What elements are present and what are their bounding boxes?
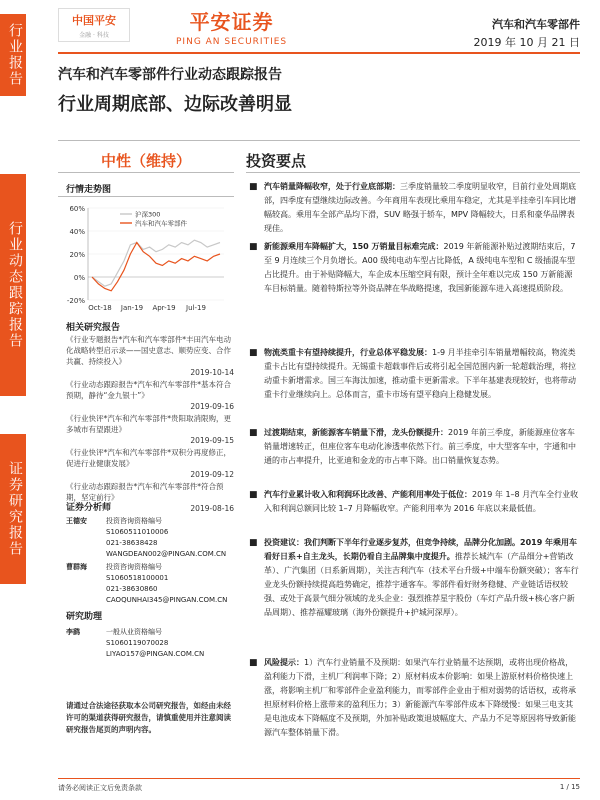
assistant-license: S1060119070028 [106, 639, 169, 647]
analysts [66, 516, 234, 662]
key-point-text: 1）汽车行业销量不及预期：如果汽车行业销量不达预期，或将出现价格战，盈利能力下滑，主机厂利润率下降；2）原材料成本价影响：如果上游原材料价格快速上涨，将影响主机厂和零部件企业盈利能力，而零部件企业由于相对弱势的话语权，或将承担原材料价格上涨带来的盈利压力；3）新能源汽车零部件成本下降缓慢：如果三电支其是电池成本下降幅度不及预期，外加补贴政策退坡幅度大、产品力不足等原因将导致新能源汽车整体销量下滑。 [264, 658, 576, 737]
side-tab-securities-research: 证券研究报告 [0, 434, 26, 584]
assistant-name: 李鹞 [66, 628, 80, 636]
related-item-date: 2019-09-12 [190, 470, 234, 479]
key-point-heading: 新能源乘用车降幅扩大，150 万销量目标难完成： [264, 242, 444, 251]
y-tick-label: -20% [66, 297, 85, 305]
x-tick-label: Jan-19 [120, 304, 144, 312]
brand-cn: 平安证券 [189, 10, 274, 34]
key-point-heading: 风险提示： [264, 658, 304, 667]
related-item[interactable] [66, 379, 234, 412]
legend-label: 汽车和汽车零部件 [135, 219, 187, 228]
main-title: 行业周期底部、边际改善明显 [58, 94, 292, 115]
rating: 中性（维持） [100, 152, 191, 170]
key-point [246, 240, 580, 296]
key-point-text: 2019 年前三季度，新能源座位客车销量增速转正，但座位客车电动化渗透率依然下行。前三季度，中大型客车中，宇通和中通的市占率提升，比亚迪和金龙的市占率下降。出口销量恢复态势。 [264, 428, 576, 465]
analyst-phone: 021-38638428 [106, 539, 158, 547]
related-item[interactable] [66, 447, 234, 480]
analyst-phone: 021-38630860 [106, 585, 158, 593]
key-point-heading: 物流类重卡有望持续提升，行业总体平稳发展： [264, 348, 432, 357]
x-tick-label: Apr-19 [152, 304, 176, 312]
disclaimer: 请通过合法途径获取本公司研究报告，如经由未经许可的渠道获得研究报告，请慎重使用并注意阅读研究报告尾页的声明内容。 [66, 701, 231, 734]
analyst-card [66, 562, 234, 606]
key-point-text: 推荐长城汽车（产品细分+营销改革）、广汽集团（日系新周期），关注吉利汽车（技术平台升级+中端车份额突破）；客车行业龙头份额持续提高趋势确定，推荐宇通客车。零部件看好财务稳健、产业链话语权较强、或处于高景气细分领域的龙头企业：强烈推荐星宇股份（车灯产品升级+核心客户新品周期）、推荐福耀玻璃（海外份额提升+护城河深厚）。 [264, 552, 579, 617]
assistant-qualification: 一般从业资格编号 [106, 628, 162, 636]
key-points-divider [246, 172, 580, 173]
related-item-date: 2019-10-14 [190, 368, 234, 377]
related-research-list [66, 334, 234, 515]
related-item-text: 《行业快评*汽车和汽车零部件*双积分再度修正，促进行业健康发展》 [66, 448, 231, 468]
related-item-text: 《行业专题报告*汽车和汽车零部件*丰田汽车电动化战略转型启示录——国史意志、顺势应变、合作共赢、持续投入》 [66, 335, 231, 366]
key-point-text: 2019 年 1–8 月汽车全行业收入和利润总额同比较 1–7 月降幅收窄。产能利用率为 2016 年底以来最低值。 [264, 490, 579, 513]
key-point [246, 656, 580, 740]
analyst-email[interactable]: CAOQUNHAI345@PINGAN.COM.CN [106, 596, 228, 604]
analyst-license: S1060511010006 [106, 528, 169, 536]
footer-divider [58, 778, 580, 779]
report-date: 2019 年 10 月 21 日 [473, 36, 580, 49]
brand-en: PING AN SECURITIES [176, 37, 288, 47]
footer-disclaimer: 请务必阅读正文后免责条款 [58, 784, 142, 792]
report-title: 汽车和汽车零部件行业动态跟踪报告 [58, 67, 282, 83]
key-point [246, 426, 580, 468]
key-point-heading: 投资建议：我们判断下半年行业逐步复苏，但竞争持续，品牌分化加剧。2019 年乘用车看好日系+自主龙头，长期仍看自主品牌集中度提升。 [264, 538, 578, 561]
side-tab-industry-report: 行业报告 [0, 14, 26, 96]
chart-divider [58, 196, 234, 197]
chart-title: 行情走势图 [66, 185, 112, 195]
title-divider [58, 140, 580, 141]
y-tick-label: 0% [73, 274, 85, 282]
related-research-title: 相关研究报告 [66, 323, 121, 333]
page-number: 1 / 15 [559, 783, 580, 791]
x-tick-label: Jul-19 [186, 304, 206, 312]
analyst-name: 曹群海 [66, 563, 87, 571]
key-point [246, 346, 580, 402]
key-point [246, 180, 580, 236]
legend-label: 沪深300 [135, 210, 161, 219]
assistant-card [66, 627, 234, 660]
assistant-email[interactable]: LIYAO157@PINGAN.COM.CN [106, 650, 205, 658]
rating-divider [58, 172, 234, 173]
key-point-text: 三季度销量较二季度明显收窄，目前行业处周期底部，四季度有望继续边际改善。今年商用车表现比乘用车稳定，尤其是半挂牵引车同比增幅较高。乘用车全部产品均下滑，SUV 略强于轿车，MPV 降幅较大，日系和豪华品牌表现佳。 [264, 182, 576, 233]
x-tick-label: Oct-18 [88, 304, 112, 312]
brand [176, 6, 287, 47]
side-tab-dynamic-tracking: 行业动态跟踪报告 [0, 174, 26, 396]
key-points-title: 投资要点 [246, 152, 307, 170]
analyst-qualification: 投资咨询资格编号 [106, 563, 162, 571]
analyst-email[interactable]: WANGDEAN002@PINGAN.COM.CN [106, 550, 227, 558]
analyst-card [66, 516, 234, 560]
key-point-heading: 汽车销量降幅收窄，处于行业底部期： [264, 182, 400, 191]
analyst-qualification: 投资咨询资格编号 [106, 517, 162, 525]
ping-an-logo [58, 8, 130, 42]
logo-main-text: 中国平安 [72, 13, 116, 27]
key-point [246, 488, 580, 516]
analysts-title: 证券分析师 [66, 503, 112, 513]
logo-sub-text: 金融 · 科技 [79, 31, 109, 39]
related-item[interactable] [66, 334, 234, 378]
related-item-date: 2019-08-16 [190, 504, 234, 513]
key-point-text: 2019 年新能源补贴过渡期结束后，7 至 9 月连续三个月负增长。A00 级纯电动车型占比降低，A 级纯电车型和 C 级插混车型占比提升。由于补贴降幅大，车企成本压缩空间有限，预计全年难以完成 150 万新能源车目标销量。随着特斯拉等外资品牌在华战略提速，我国新能源车进入高速提质阶段。 [264, 242, 576, 293]
assistant-title: 研究助理 [66, 612, 103, 622]
y-tick-label: 60% [69, 205, 85, 213]
y-tick-label: 40% [69, 228, 85, 236]
header-industry: 汽车和汽车零部件 [492, 18, 580, 31]
stock-chart [58, 200, 234, 320]
related-item-date: 2019-09-15 [190, 436, 234, 445]
related-item-date: 2019-09-16 [190, 402, 234, 411]
related-item-text: 《行业动态跟踪报告*汽车和汽车零部件*符合预期，坚定前行》 [66, 482, 224, 502]
key-point-heading: 汽车行业累计收入和利润环比改善、产能利用率处于低位： [264, 490, 472, 499]
analyst-name: 王德安 [66, 517, 87, 525]
key-point-text: 1-9 月半挂牵引车销量增幅较高，物流类重卡占比有望持续提升。无锡重卡超载事件后或将引起全国范围内新一轮超载治理，将拉动重卡新增需求。国三车海汰加速，推动重卡更新需求。下半年基建表现较好，也将带动重卡行业继续向上。总体而言，重卡市场有望平稳向上稳健发展。 [264, 348, 576, 399]
analyst-license: S1060518100001 [106, 574, 169, 582]
header-divider [58, 52, 580, 54]
key-point [246, 536, 580, 620]
key-point-heading: 过渡期结束，新能源客车销量下滑，龙头份额提升： [264, 428, 448, 437]
related-item[interactable] [66, 413, 234, 446]
y-tick-label: 20% [69, 251, 85, 259]
related-item-text: 《行业快评*汽车和汽车零部件*贵阳取消限购，更多城市有望跟进》 [66, 414, 231, 434]
related-item-text: 《行业动态跟踪报告*汽车和汽车零部件*基本符合预期，静待“金九银十”》 [66, 380, 231, 400]
